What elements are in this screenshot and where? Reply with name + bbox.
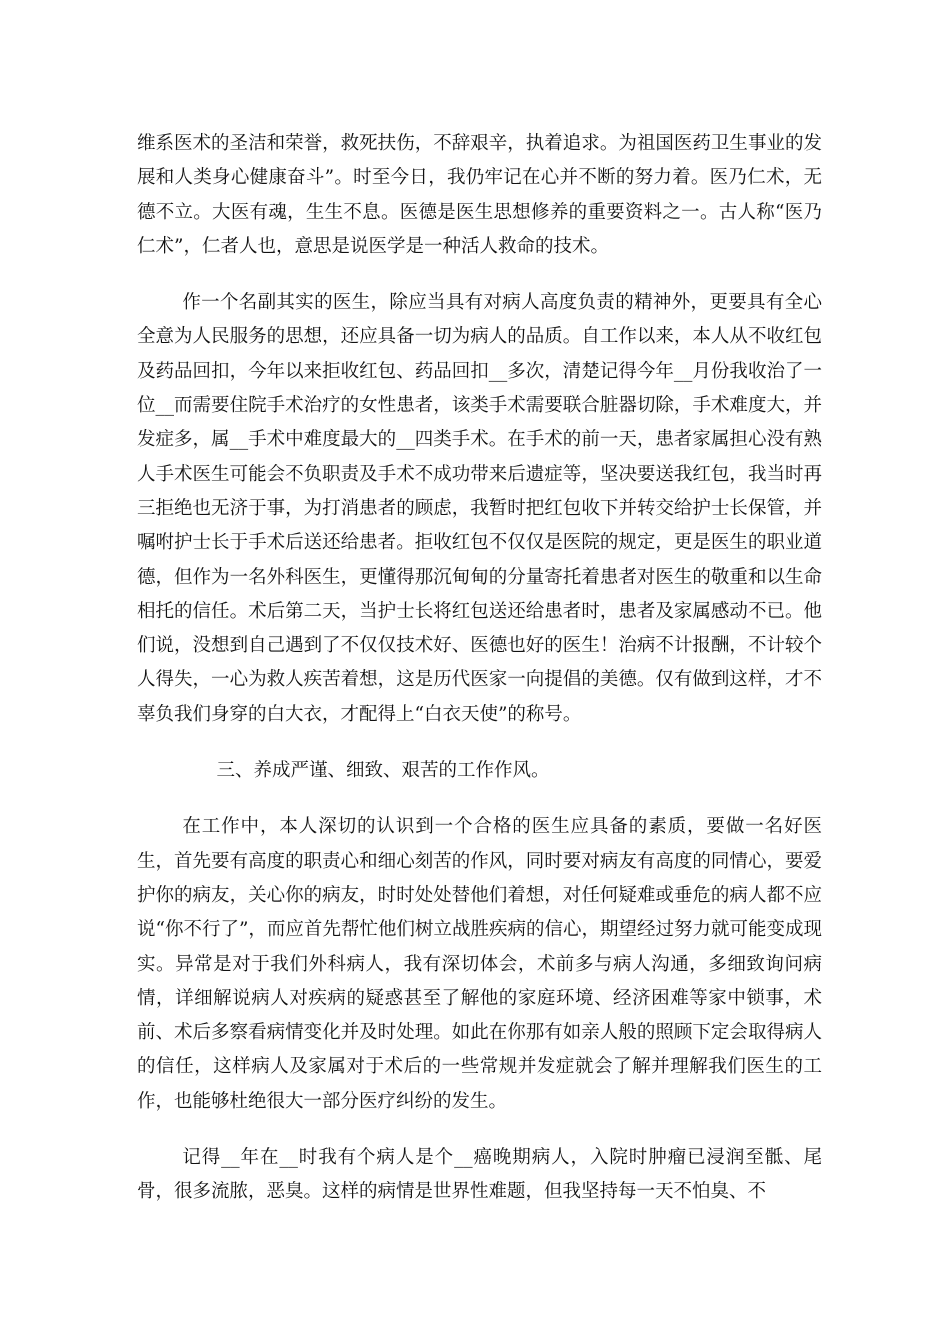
section-heading-work-style: 三、养成严谨、细致、艰苦的工作作风。	[216, 760, 550, 782]
paragraph-refusing-red-envelopes: 作一个名副其实的医生，除应当具有对病人高度负责的精神外，更要具有全心全意为人民服务的思想，还应具备一切为病人的品质。自工作以来，本人从不收红包及药品回扣，今年以来拒收红包、药品回扣__多次，清楚记得今年__月份我收治了一位__而需要住院手术治疗的女性患者，该类手术需要联合脏器切除，手术难度大，并发症多，属__手术中难度最大的__四类手术。在手术的前一天，患者家属担心没有熟人手术医生可能会不负职责及手术不成功带来后遗症等，坚决要送我红包，我当时再三拒绝也无济于事，为打消患者的顾虑，我暂时把红包收下并转交给护士长保管，并嘱咐护士长于手术后送还给患者。拒收红包不仅仅是医院的规定，更是医生的职业道德，但作为一名外科医生，更懂得那沉甸甸的分量寄托着患者对医生的敬重和以生命相托的信任。术后第二天，当护士长将红包送还给患者时，患者及家属感动不已。他们说，没想到自己遇到了不仅仅技术好、医德也好的医生！治病不计报酬，不计较个人得失，一心为救人疾苦着想，这是历代医家一向提倡的美德。仅有做到这样，才不辜负我们身穿的白大衣，才配得上“白衣天使”的称号。	[137, 292, 822, 725]
paragraph-patient-care: 在工作中，本人深切的认识到一个合格的医生应具备的素质，要做一名好医生，首先要有高度的职责心和细心刻苦的作风，同时要对病友有高度的同情心，要爱护你的病友，关心你的病友，时时处处替他们着想，对任何疑难或垂危的病人都不应说“你不行了”，而应首先帮忙他们树立战胜疾病的信心，期望经过努力就可能变成现实。异常是对于我们外科病人，我有深切体会，术前多与病人沟通，多细致询问病情，详细解说病人对疾病的疑惑甚至了解他的家庭环境、经济困难等家中锁事，术前、术后多察看病情变化并及时处理。如此在你那有如亲人般的照顾下定会取得病人的信任，这样病人及家属对于术后的一些常规并发症就会了解并理解我们医生的工作，也能够杜绝很大一部分医疗纠纷的发生。	[137, 816, 822, 1112]
document-body	[137, 127, 822, 1232]
paragraph-cancer-patient-story: 记得__年在__时我有个病人是个__癌晚期病人，入院时肿瘤已浸润至骶、尾骨，很多流脓，恶臭。这样的病情是世界性难题，但我坚持每一天不怕臭、不	[137, 1147, 822, 1203]
paragraph-medical-ethics: 维系医术的圣洁和荣誉，救死扶伤，不辞艰辛，执着追求。为祖国医药卫生事业的发展和人类身心健康奋斗”。时至今日，我仍牢记在心并不断的努力着。医乃仁术，无德不立。大医有魂，生生不息。医德是医生思想修养的重要资料之一。古人称“医乃仁术”，仁者人也，意思是说医学是一种活人救命的技术。	[137, 133, 822, 257]
